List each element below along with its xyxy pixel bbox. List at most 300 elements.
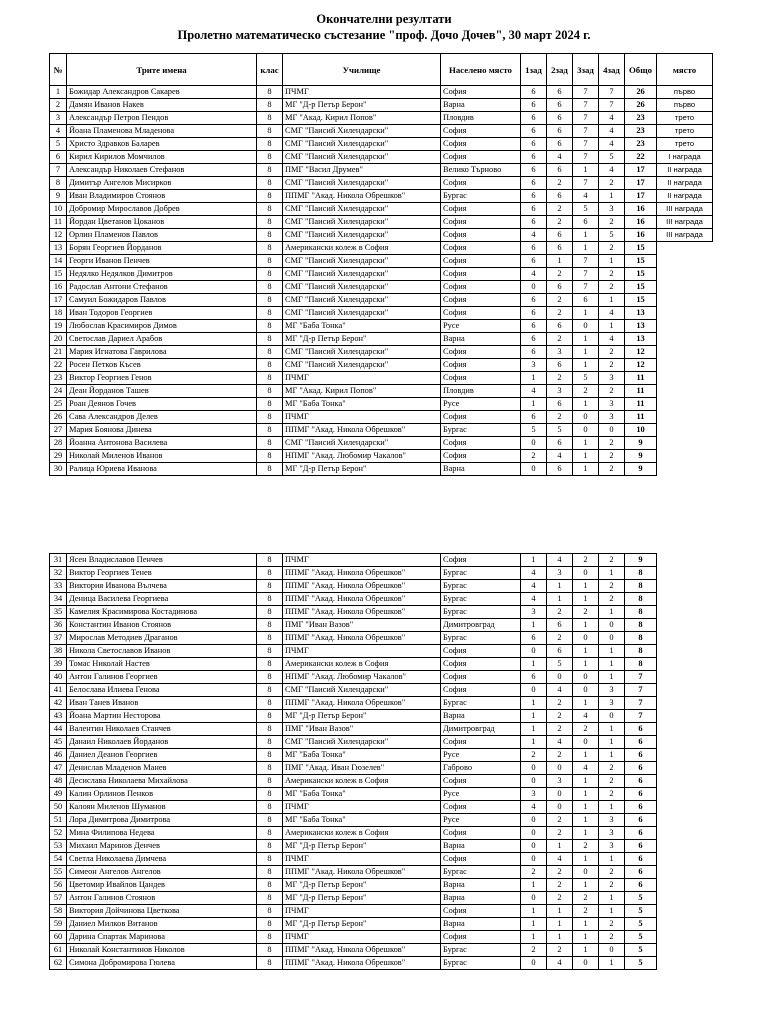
task3-score: 1 — [573, 879, 599, 892]
total-score: 8 — [625, 593, 657, 606]
total-score: 13 — [625, 307, 657, 320]
place — [657, 346, 713, 359]
task3-score: 1 — [573, 697, 599, 710]
town: Варна — [441, 840, 521, 853]
task2-score: 2 — [547, 827, 573, 840]
place: II награда — [657, 164, 713, 177]
participant-name: Камелия Красимирова Костадинова — [67, 606, 257, 619]
total-score: 7 — [625, 710, 657, 723]
participant-name: Недялко Недялков Димитров — [67, 268, 257, 281]
town: Варна — [441, 463, 521, 476]
task1-score: 1 — [521, 736, 547, 749]
town: София — [441, 658, 521, 671]
participant-name: Борян Георгиев Йорданов — [67, 242, 257, 255]
task4-score: 2 — [599, 268, 625, 281]
town: София — [441, 853, 521, 866]
participant-name: Иван Танев Иванов — [67, 697, 257, 710]
task3-score: 0 — [573, 866, 599, 879]
table-row — [50, 827, 657, 840]
school: МГ "Баба Тонка" — [283, 814, 441, 827]
school: Американски колеж в София — [283, 775, 441, 788]
task2-score: 0 — [547, 788, 573, 801]
school: НПМГ "Акад. Любомир Чакалов" — [283, 671, 441, 684]
town: Варна — [441, 879, 521, 892]
row-number: 50 — [50, 801, 67, 814]
task2-score: 4 — [547, 151, 573, 164]
total-score: 6 — [625, 723, 657, 736]
task1-score: 0 — [521, 853, 547, 866]
task3-score: 1 — [573, 359, 599, 372]
task1-score: 1 — [521, 918, 547, 931]
task4-score: 0 — [599, 944, 625, 957]
task4-score: 2 — [599, 463, 625, 476]
row-number: 37 — [50, 632, 67, 645]
task2-score: 6 — [547, 320, 573, 333]
row-number: 12 — [50, 229, 67, 242]
table-row — [50, 567, 657, 580]
task2-score: 1 — [547, 931, 573, 944]
grade: 8 — [257, 229, 283, 242]
table-row — [50, 593, 657, 606]
task4-score: 2 — [599, 866, 625, 879]
table-row — [50, 359, 713, 372]
grade: 8 — [257, 177, 283, 190]
task4-score: 1 — [599, 320, 625, 333]
task2-score: 0 — [547, 671, 573, 684]
school: ППМГ "Акад. Никола Обрешков" — [283, 580, 441, 593]
results-table-part1 — [49, 53, 713, 476]
town: Бургас — [441, 697, 521, 710]
total-score: 15 — [625, 255, 657, 268]
school: ПМГ "Акад. Иван Гюзелев" — [283, 762, 441, 775]
task2-score: 6 — [547, 398, 573, 411]
grade: 8 — [257, 398, 283, 411]
task2-score: 6 — [547, 86, 573, 99]
table-row — [50, 398, 713, 411]
task4-score: 3 — [599, 398, 625, 411]
school: МГ "Д-р Петър Берон" — [283, 333, 441, 346]
school: МГ "Акад. Кирил Попов" — [283, 385, 441, 398]
grade: 8 — [257, 619, 283, 632]
task3-score: 0 — [573, 736, 599, 749]
table-row — [50, 242, 713, 255]
participant-name: Николай Константинов Николов — [67, 944, 257, 957]
town: София — [441, 294, 521, 307]
grade: 8 — [257, 411, 283, 424]
task1-score: 1 — [521, 931, 547, 944]
school: ППМГ "Акад. Никола Обрешков" — [283, 424, 441, 437]
grade: 8 — [257, 216, 283, 229]
grade: 8 — [257, 801, 283, 814]
table-row — [50, 554, 657, 567]
task2-score: 6 — [547, 463, 573, 476]
grade: 8 — [257, 99, 283, 112]
town: Русе — [441, 398, 521, 411]
task1-score: 6 — [521, 671, 547, 684]
task3-score: 0 — [573, 632, 599, 645]
task2-score: 4 — [547, 684, 573, 697]
participant-name: Георги Иванов Пенчев — [67, 255, 257, 268]
grade: 8 — [257, 190, 283, 203]
grade: 8 — [257, 645, 283, 658]
table-row — [50, 710, 657, 723]
table-row — [50, 762, 657, 775]
participant-name: Виктория Иванова Вълчева — [67, 580, 257, 593]
task3-score: 7 — [573, 112, 599, 125]
task3-score: 1 — [573, 749, 599, 762]
row-number: 48 — [50, 775, 67, 788]
participant-name: Йоана Мартин Несторова — [67, 710, 257, 723]
task4-score: 2 — [599, 775, 625, 788]
row-number: 61 — [50, 944, 67, 957]
table-header-row — [50, 54, 713, 86]
task3-score: 0 — [573, 567, 599, 580]
task1-score: 3 — [521, 606, 547, 619]
grade: 8 — [257, 931, 283, 944]
total-score: 5 — [625, 905, 657, 918]
total-score: 5 — [625, 957, 657, 970]
header-p2: 2зад — [547, 54, 573, 86]
total-score: 7 — [625, 697, 657, 710]
participant-name: Деница Василева Георгиева — [67, 593, 257, 606]
task1-score: 1 — [521, 697, 547, 710]
table-row — [50, 151, 713, 164]
table-row — [50, 411, 713, 424]
task1-score: 0 — [521, 827, 547, 840]
task1-score: 4 — [521, 801, 547, 814]
row-number: 29 — [50, 450, 67, 463]
task4-score: 2 — [599, 450, 625, 463]
task1-score: 3 — [521, 788, 547, 801]
town: Варна — [441, 710, 521, 723]
task3-score: 4 — [573, 762, 599, 775]
task3-score: 0 — [573, 671, 599, 684]
total-score: 26 — [625, 86, 657, 99]
row-number: 40 — [50, 671, 67, 684]
task1-score: 1 — [521, 619, 547, 632]
task4-score: 1 — [599, 190, 625, 203]
grade: 8 — [257, 320, 283, 333]
task4-score: 2 — [599, 580, 625, 593]
task2-score: 6 — [547, 359, 573, 372]
total-score: 23 — [625, 138, 657, 151]
school: МГ "Баба Тонка" — [283, 398, 441, 411]
total-score: 5 — [625, 931, 657, 944]
school: МГ "Д-р Петър Берон" — [283, 892, 441, 905]
total-score: 8 — [625, 580, 657, 593]
task4-score: 0 — [599, 619, 625, 632]
header-p1: 1зад — [521, 54, 547, 86]
grade: 8 — [257, 944, 283, 957]
task1-score: 6 — [521, 203, 547, 216]
town: Бургас — [441, 606, 521, 619]
table-row — [50, 736, 657, 749]
total-score: 5 — [625, 918, 657, 931]
town: Велико Търново — [441, 164, 521, 177]
task3-score: 1 — [573, 593, 599, 606]
grade: 8 — [257, 463, 283, 476]
grade: 8 — [257, 372, 283, 385]
task1-score: 0 — [521, 775, 547, 788]
table-row — [50, 905, 657, 918]
total-score: 23 — [625, 112, 657, 125]
task3-score: 1 — [573, 164, 599, 177]
task1-score: 6 — [521, 255, 547, 268]
task4-score: 5 — [599, 151, 625, 164]
task4-score: 3 — [599, 411, 625, 424]
task1-score: 1 — [521, 905, 547, 918]
task2-score: 2 — [547, 879, 573, 892]
task4-score: 2 — [599, 879, 625, 892]
row-number: 38 — [50, 645, 67, 658]
place — [657, 268, 713, 281]
task4-score: 3 — [599, 814, 625, 827]
task4-score: 2 — [599, 385, 625, 398]
header-grade: клас — [257, 54, 283, 86]
table-row — [50, 307, 713, 320]
table-row — [50, 424, 713, 437]
task1-score: 0 — [521, 957, 547, 970]
total-score: 8 — [625, 645, 657, 658]
task1-score: 6 — [521, 320, 547, 333]
participant-name: Томас Николай Настев — [67, 658, 257, 671]
task3-score: 7 — [573, 99, 599, 112]
row-number: 30 — [50, 463, 67, 476]
task1-score: 1 — [521, 658, 547, 671]
school: МГ "Баба Тонка" — [283, 788, 441, 801]
participant-name: Деан Йорданов Ташев — [67, 385, 257, 398]
task3-score: 1 — [573, 463, 599, 476]
task1-score: 6 — [521, 164, 547, 177]
participant-name: Йордан Цветанов Цоканов — [67, 216, 257, 229]
task2-score: 6 — [547, 99, 573, 112]
grade: 8 — [257, 710, 283, 723]
task4-score: 1 — [599, 294, 625, 307]
participant-name: Иван Владимиров Стоянов — [67, 190, 257, 203]
participant-name: Белослава Илиева Генова — [67, 684, 257, 697]
table-row — [50, 918, 657, 931]
task2-score: 2 — [547, 866, 573, 879]
grade: 8 — [257, 255, 283, 268]
row-number: 59 — [50, 918, 67, 931]
place — [657, 242, 713, 255]
table-row — [50, 749, 657, 762]
town: София — [441, 905, 521, 918]
school: МГ "Баба Тонка" — [283, 320, 441, 333]
grade: 8 — [257, 749, 283, 762]
total-score: 6 — [625, 827, 657, 840]
place: II награда — [657, 190, 713, 203]
total-score: 6 — [625, 840, 657, 853]
task4-score: 1 — [599, 801, 625, 814]
participant-name: Дамян Иванов Накев — [67, 99, 257, 112]
place — [657, 307, 713, 320]
task4-score: 1 — [599, 749, 625, 762]
school: ППМГ "Акад. Никола Обрешков" — [283, 866, 441, 879]
row-number: 55 — [50, 866, 67, 879]
school: Американски колеж в София — [283, 827, 441, 840]
place: III награда — [657, 203, 713, 216]
participant-name: Виктор Георгиев Тенев — [67, 567, 257, 580]
participant-name: Даниел Милков Витанов — [67, 918, 257, 931]
task1-score: 6 — [521, 190, 547, 203]
task3-score: 1 — [573, 580, 599, 593]
task2-score: 3 — [547, 567, 573, 580]
row-number: 41 — [50, 684, 67, 697]
participant-name: Димитър Ангелов Мисирков — [67, 177, 257, 190]
row-number: 19 — [50, 320, 67, 333]
row-number: 39 — [50, 658, 67, 671]
participant-name: Самуил Божидаров Павлов — [67, 294, 257, 307]
row-number: 15 — [50, 268, 67, 281]
school: СМГ "Паисий Хилендарски" — [283, 281, 441, 294]
task2-score: 1 — [547, 580, 573, 593]
place: III награда — [657, 229, 713, 242]
participant-name: Калоян Миленов Шуманов — [67, 801, 257, 814]
task4-score: 7 — [599, 99, 625, 112]
town: София — [441, 775, 521, 788]
header-total: Общо — [625, 54, 657, 86]
task2-score: 6 — [547, 112, 573, 125]
task4-score: 4 — [599, 164, 625, 177]
task1-score: 6 — [521, 632, 547, 645]
task3-score: 1 — [573, 242, 599, 255]
grade: 8 — [257, 359, 283, 372]
row-number: 32 — [50, 567, 67, 580]
row-number: 17 — [50, 294, 67, 307]
task2-score: 2 — [547, 372, 573, 385]
table-row — [50, 814, 657, 827]
task2-score: 4 — [547, 957, 573, 970]
town: София — [441, 411, 521, 424]
task1-score: 2 — [521, 944, 547, 957]
row-number: 18 — [50, 307, 67, 320]
table-row — [50, 931, 657, 944]
school: СМГ "Паисий Хилендарски" — [283, 125, 441, 138]
participant-name: Симона Добромирова Гюлева — [67, 957, 257, 970]
row-number: 36 — [50, 619, 67, 632]
grade: 8 — [257, 151, 283, 164]
task1-score: 0 — [521, 437, 547, 450]
participant-name: Валентин Николаев Станчев — [67, 723, 257, 736]
town: София — [441, 216, 521, 229]
participant-name: Йоанна Антонова Василева — [67, 437, 257, 450]
town: София — [441, 346, 521, 359]
total-score: 11 — [625, 411, 657, 424]
total-score: 5 — [625, 892, 657, 905]
task4-score: 2 — [599, 554, 625, 567]
task3-score: 0 — [573, 320, 599, 333]
row-number: 53 — [50, 840, 67, 853]
table-row — [50, 801, 657, 814]
school: МГ "Баба Тонка" — [283, 749, 441, 762]
row-number: 28 — [50, 437, 67, 450]
row-number: 34 — [50, 593, 67, 606]
total-score: 7 — [625, 684, 657, 697]
task1-score: 0 — [521, 281, 547, 294]
grade: 8 — [257, 138, 283, 151]
row-number: 1 — [50, 86, 67, 99]
total-score: 8 — [625, 567, 657, 580]
table-row — [50, 164, 713, 177]
task1-score: 2 — [521, 749, 547, 762]
task3-score: 5 — [573, 203, 599, 216]
task3-score: 1 — [573, 398, 599, 411]
town: София — [441, 554, 521, 567]
total-score: 15 — [625, 242, 657, 255]
task2-score: 2 — [547, 203, 573, 216]
row-number: 3 — [50, 112, 67, 125]
task1-score: 6 — [521, 346, 547, 359]
total-score: 9 — [625, 554, 657, 567]
task2-score: 6 — [547, 229, 573, 242]
table-row — [50, 879, 657, 892]
task1-score: 0 — [521, 840, 547, 853]
place — [657, 281, 713, 294]
town: Варна — [441, 99, 521, 112]
grade: 8 — [257, 905, 283, 918]
task4-score: 5 — [599, 229, 625, 242]
task2-score: 6 — [547, 437, 573, 450]
school: ППМГ "Акад. Никола Обрешков" — [283, 190, 441, 203]
task2-score: 6 — [547, 164, 573, 177]
participant-name: Иван Тодоров Георгиев — [67, 307, 257, 320]
task2-score: 4 — [547, 853, 573, 866]
task4-score: 1 — [599, 645, 625, 658]
task1-score: 2 — [521, 450, 547, 463]
participant-name: Светла Николаева Димчева — [67, 853, 257, 866]
task4-score: 2 — [599, 593, 625, 606]
row-number: 22 — [50, 359, 67, 372]
town: София — [441, 242, 521, 255]
task2-score: 2 — [547, 723, 573, 736]
row-number: 45 — [50, 736, 67, 749]
place: I награда — [657, 151, 713, 164]
row-number: 4 — [50, 125, 67, 138]
task3-score: 0 — [573, 684, 599, 697]
participant-name: Симеон Ангелов Ангелов — [67, 866, 257, 879]
task2-score: 2 — [547, 632, 573, 645]
task3-score: 1 — [573, 788, 599, 801]
task4-score: 1 — [599, 736, 625, 749]
school: ПЧМГ — [283, 853, 441, 866]
row-number: 8 — [50, 177, 67, 190]
school: МГ "Акад. Кирил Попов" — [283, 112, 441, 125]
task2-score: 2 — [547, 333, 573, 346]
row-number: 62 — [50, 957, 67, 970]
task3-score: 4 — [573, 710, 599, 723]
total-score: 6 — [625, 736, 657, 749]
task4-score: 1 — [599, 892, 625, 905]
town: Пловдив — [441, 385, 521, 398]
school: СМГ "Паисий Хилендарски" — [283, 736, 441, 749]
task1-score: 0 — [521, 892, 547, 905]
participant-name: Ралица Юриева Иванова — [67, 463, 257, 476]
table-row — [50, 697, 657, 710]
place: II награда — [657, 177, 713, 190]
town: Русе — [441, 788, 521, 801]
task2-score: 2 — [547, 710, 573, 723]
task3-score: 1 — [573, 229, 599, 242]
town: Бургас — [441, 580, 521, 593]
school: МГ "Д-р Петър Берон" — [283, 840, 441, 853]
participant-name: Божидар Александров Сакарев — [67, 86, 257, 99]
town: София — [441, 138, 521, 151]
task3-score: 1 — [573, 346, 599, 359]
grade: 8 — [257, 580, 283, 593]
task2-score: 1 — [547, 840, 573, 853]
task4-score: 2 — [599, 346, 625, 359]
